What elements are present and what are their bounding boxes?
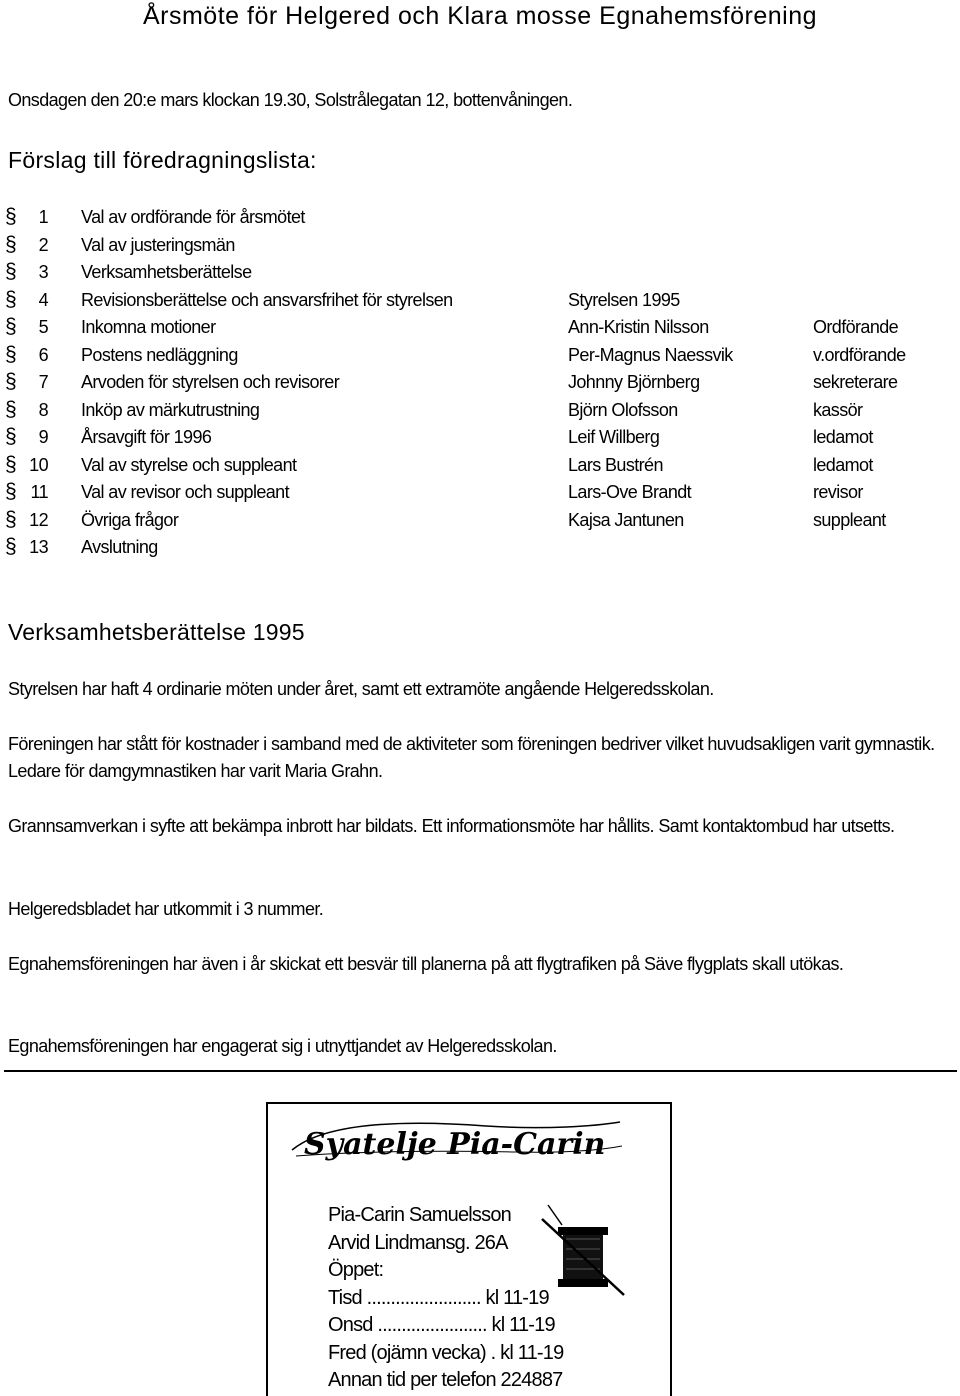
agenda-item-number: 5 [38,317,48,337]
agenda-item-number: 10 [29,454,48,475]
section-sign: § [5,232,17,256]
agenda-item [0,342,960,372]
ad-owner-name: Pia-Carin Samuelsson [328,1204,511,1226]
agenda-item [0,427,960,454]
section-sign: § [5,425,17,448]
board-member-name: Per-Magnus Naessvik [568,344,733,365]
ad-opening-hours: Onsd ....................... kl 11-19 [328,1314,555,1336]
section-sign: § [5,370,17,393]
agenda-item [0,317,960,344]
board-member-role: v.ordförande [813,344,906,365]
board-member-role: ledamot [813,454,873,475]
agenda-item-number: 2 [38,234,48,255]
section-sign: § [5,205,17,228]
ad-opening-label: Öppet: [328,1259,384,1281]
agenda-item [0,372,960,399]
agenda-item-number: 12 [29,509,48,530]
ad-phone: Annan tid per telefon 224887 [328,1369,563,1391]
section-sign: § [5,452,17,476]
agenda-item [0,397,960,427]
report-paragraph: Egnahemsföreningen har engagerat sig i utnyttjandet av Helgeredsskolan. [8,1036,557,1056]
report-paragraph: Egnahemsföreningen har även i år skickat ett besvär till planerna på att flygtrafiken på Säve flygplats skall utökas. [8,954,844,974]
advertisement-box [266,1102,672,1396]
ad-opening-hours: Tisd ........................ kl 11-19 [328,1287,549,1309]
agenda-item-text: Arvoden för styrelsen och revisorer [81,372,340,392]
logo-text: Syatelje Pia-Carin [304,1127,606,1162]
agenda-item-text: Övriga frågor [81,509,179,530]
agenda-item-text: Val av ordförande för årsmötet [81,207,305,227]
agenda-item-number: 8 [38,399,48,420]
agenda-item-text: Årsavgift för 1996 [81,427,212,447]
agenda-item-text: Revisionsberättelse och ansvarsfrihet för styrelsen [81,289,453,310]
board-member-role: revisor [813,482,863,502]
report-paragraph: Grannsamverkan i syfte att bekämpa inbrott har bildats. Ett informationsmöte har hållits. Samt kontaktombud har utsetts. [8,816,895,836]
agenda-item [0,507,960,537]
agenda-item-text: Inköp av märkutrustning [81,399,260,420]
agenda-item-number: 7 [38,372,48,392]
section-sign: § [5,315,17,338]
section-sign: § [5,397,17,421]
board-member-name: Johnny Björnberg [568,372,700,392]
document-title: Årsmöte för Helgered och Klara mosse Egnahemsförening [142,2,818,30]
board-member-name: Björn Olofsson [568,399,678,420]
section-sign: § [5,260,17,283]
board-member-name: Lars-Ove Brandt [568,482,692,502]
meeting-info: Onsdagen den 20:e mars klockan 19.30, Solstrålegatan 12, bottenvåningen. [8,90,573,110]
agenda-item [0,287,960,317]
report-paragraph: Styrelsen har haft 4 ordinarie möten under året, samt ett extramöte angående Helgeredsskolan. [8,679,714,699]
agenda-item-number: 13 [29,537,48,557]
section-divider [4,1070,957,1072]
board-member-name: Ann-Kristin Nilsson [568,317,709,337]
board-member-name: Leif Willberg [568,427,660,447]
report-heading: Verksamhetsberättelse 1995 [8,619,305,645]
report-paragraph: Föreningen har stått för kostnader i samband med de aktiviteter som föreningen bedriver vilket huvudsakligen varit gymnastik. Ledare för damgymnastiken har varit Maria Grahn. [8,734,935,781]
agenda-item [0,262,960,289]
agenda-item-number: 6 [38,344,48,365]
section-sign: § [5,535,17,558]
section-sign: § [5,287,17,311]
agenda-item-text: Val av justeringsmän [81,234,235,255]
agenda-item-number: 4 [38,289,48,310]
agenda-item-number: 9 [38,427,48,447]
agenda-item-text: Postens nedläggning [81,344,238,365]
board-member-role: sekreterare [813,372,898,392]
agenda-item [0,452,960,482]
agenda-item-text: Val av revisor och suppleant [81,482,289,502]
board-member-role: kassör [813,399,863,420]
ad-opening-hours: Fred (ojämn vecka) . kl 11-19 [328,1342,564,1364]
agenda-heading: Förslag till föredragningslista: [8,147,317,173]
agenda-item-text: Avslutning [81,537,158,557]
agenda-item [0,482,960,509]
agenda-item [0,207,960,234]
agenda-item [0,232,960,262]
agenda-item-text: Val av styrelse och suppleant [81,454,297,475]
agenda-item-text: Inkomna motioner [81,317,216,337]
section-sign: § [5,507,17,531]
agenda-item-number: 11 [30,482,48,502]
board-member-role: suppleant [813,509,886,530]
ad-address: Arvid Lindmansg. 26A [328,1232,508,1254]
board-member-role: Ordförande [813,317,899,337]
board-member-name: Kajsa Jantunen [568,509,684,530]
section-sign: § [5,480,17,503]
spool-and-needle-icon [538,1199,628,1299]
agenda-item-number: 1 [38,207,48,227]
agenda-item-number: 3 [38,262,48,282]
board-member-role: ledamot [813,427,873,447]
section-sign: § [5,342,17,366]
board-member-name: Lars Bustrén [568,454,663,475]
board-member-name: Styrelsen 1995 [568,289,680,310]
report-paragraph: Helgeredsbladet har utkommit i 3 nummer. [8,899,324,919]
agenda-item-text: Verksamhetsberättelse [81,262,252,282]
shop-logo [286,1112,626,1174]
agenda-item [0,537,960,564]
